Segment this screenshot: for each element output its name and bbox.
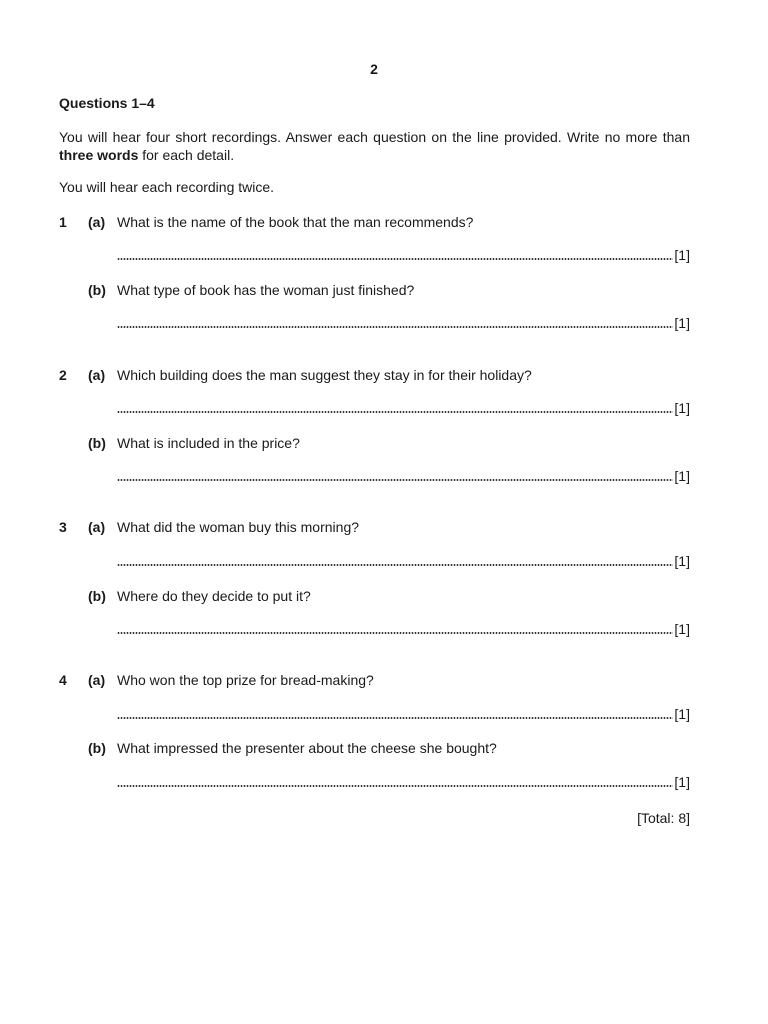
part-label: (a)	[88, 214, 106, 230]
mark-allocation: [1]	[674, 706, 690, 722]
instructions	[59, 128, 690, 164]
answer-line[interactable]	[117, 246, 690, 264]
part-label: (b)	[88, 282, 106, 298]
question-number: 1	[59, 214, 67, 230]
dotted-line	[117, 411, 673, 413]
answer-line[interactable]	[117, 399, 690, 417]
question-text: What impressed the presenter about the cheese she bought?	[117, 740, 497, 756]
dotted-line	[117, 785, 673, 787]
answer-line[interactable]	[117, 705, 690, 723]
question-text: Where do they decide to put it?	[117, 588, 311, 604]
question-text: What type of book has the woman just finished?	[117, 282, 415, 298]
part-label: (b)	[88, 740, 106, 756]
mark-allocation: [1]	[674, 315, 690, 331]
dotted-line	[117, 717, 673, 719]
dotted-line	[117, 258, 673, 260]
answer-line[interactable]	[117, 620, 690, 638]
part-label: (a)	[88, 672, 106, 688]
mark-allocation: [1]	[674, 400, 690, 416]
mark-allocation: [1]	[674, 247, 690, 263]
dotted-line	[117, 326, 673, 328]
mark-allocation: [1]	[674, 468, 690, 484]
question-number: 4	[59, 672, 67, 688]
dotted-line	[117, 564, 673, 566]
part-label: (b)	[88, 588, 106, 604]
question-number: 3	[59, 519, 67, 535]
recording-note: You will hear each recording twice.	[59, 179, 275, 195]
instructions-text-2: for each detail.	[138, 147, 235, 163]
instructions-text-1: You will hear four short recordings. Answer each question on the line provided. Write no more than	[59, 129, 690, 145]
question-text: Which building does the man suggest they stay in for their holiday?	[117, 367, 532, 383]
part-label: (b)	[88, 435, 106, 451]
question-text: What is included in the price?	[117, 435, 300, 451]
mark-allocation: [1]	[674, 621, 690, 637]
mark-allocation: [1]	[674, 553, 690, 569]
part-label: (a)	[88, 367, 106, 383]
section-heading: Questions 1–4	[59, 95, 155, 111]
dotted-line	[117, 479, 673, 481]
answer-line[interactable]	[117, 314, 690, 332]
question-text: What is the name of the book that the man recommends?	[117, 214, 474, 230]
answer-line[interactable]	[117, 552, 690, 570]
question-text: What did the woman buy this morning?	[117, 519, 360, 535]
dotted-line	[117, 632, 673, 634]
answer-line[interactable]	[117, 773, 690, 791]
question-number: 2	[59, 367, 67, 383]
instructions-bold: three words	[59, 147, 139, 163]
question-text: Who won the top prize for bread-making?	[117, 672, 374, 688]
answer-line[interactable]	[117, 467, 690, 485]
mark-allocation: [1]	[674, 774, 690, 790]
total-marks: [Total: 8]	[637, 810, 690, 826]
page-number: 2	[370, 61, 378, 77]
part-label: (a)	[88, 519, 106, 535]
